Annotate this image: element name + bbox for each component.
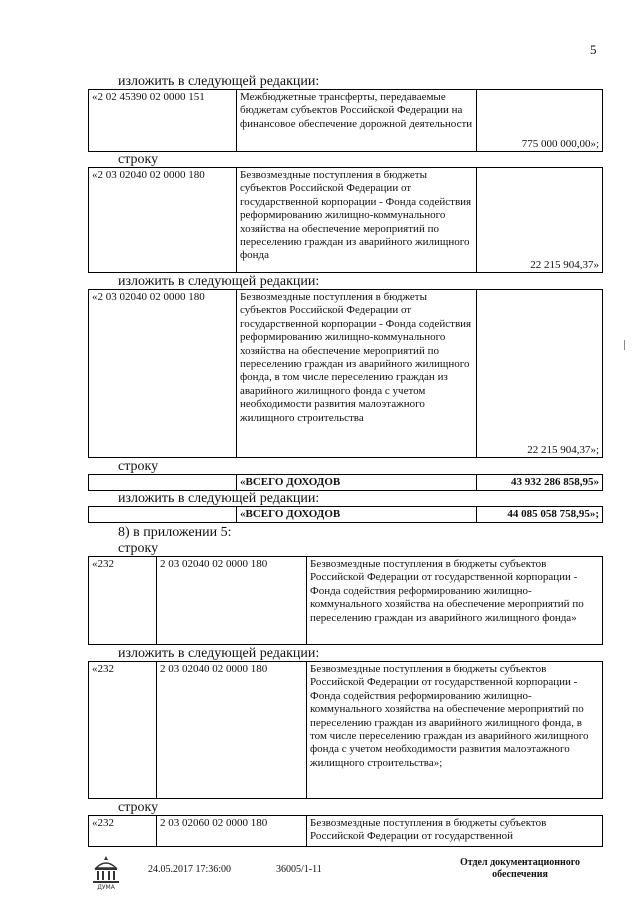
total-table bbox=[88, 506, 603, 523]
instruction-label: изложить в следующей редакции: bbox=[118, 491, 320, 506]
admin-code: «232 bbox=[89, 816, 157, 847]
total-label: «ВСЕГО ДОХОДОВ bbox=[237, 475, 477, 491]
office-line: Отдел документационного bbox=[459, 857, 581, 868]
revenue-amount: 22 215 904,37»; bbox=[477, 290, 603, 458]
empty-cell bbox=[89, 507, 237, 523]
total-table bbox=[88, 474, 603, 491]
admin-code: «232 bbox=[89, 557, 157, 645]
duma-emblem-icon bbox=[90, 854, 122, 890]
svg-text:ДУМА: ДУМА bbox=[97, 884, 115, 890]
instruction-label: строку bbox=[118, 800, 159, 815]
table-row bbox=[89, 168, 603, 273]
revenue-table bbox=[88, 289, 603, 458]
table-row bbox=[89, 475, 603, 491]
table-row bbox=[89, 557, 603, 645]
footer-timestamp: 24.05.2017 17:36:00 bbox=[148, 864, 232, 875]
total-amount: 44 085 058 758,95»; bbox=[477, 507, 603, 523]
instruction-label: изложить в следующей редакции: bbox=[118, 274, 320, 289]
revenue-code: 2 03 02040 02 0000 180 bbox=[157, 557, 307, 645]
footer-doc-number: 36005/1-11 bbox=[276, 864, 322, 875]
instruction-label: строку bbox=[118, 459, 159, 474]
instruction-label: изложить в следующей редакции: bbox=[118, 646, 320, 661]
admin-table bbox=[88, 556, 603, 645]
revenue-code: «2 03 02040 02 0000 180 bbox=[89, 290, 237, 458]
revenue-amount: 22 215 904,37» bbox=[477, 168, 603, 273]
revenue-amount: 775 000 000,00»; bbox=[477, 90, 603, 152]
empty-cell bbox=[89, 475, 237, 491]
revenue-name: Межбюджетные трансферты, передаваемые бюджетам субъектов Российской Федерации на финансовое обеспечение дорожной деятельности bbox=[237, 90, 477, 152]
revenue-code: 2 03 02060 02 0000 180 bbox=[157, 816, 307, 847]
revenue-code: 2 03 02040 02 0000 180 bbox=[157, 662, 307, 799]
revenue-table bbox=[88, 167, 603, 273]
section-heading: 8) в приложении 5: bbox=[118, 525, 232, 540]
page-number: 5 bbox=[590, 42, 597, 57]
admin-table bbox=[88, 815, 603, 847]
instruction-label: строку bbox=[118, 152, 159, 167]
revenue-name: Безвозмездные поступления в бюджеты субъектов Российской Федерации от государственной корпорации - Фонда содействия реформированию жилищно-коммунального хозяйства на обеспечение мероприятий по переселению граждан из аварийного жилищного фонда, в том числе переселению граждан из аварийного жилищного фонда с учетом необходимости развития малоэтажного жилищного строительства»; bbox=[307, 662, 603, 799]
instruction-label: изложить в следующей редакции: bbox=[118, 74, 320, 89]
office-line: обеспечения bbox=[492, 869, 548, 880]
total-amount: 43 932 286 858,95» bbox=[477, 475, 603, 491]
revenue-name: Безвозмездные поступления в бюджеты субъектов Российской Федерации от государственной корпорации - Фонда содействия реформированию жилищно-коммунального хозяйства на обеспечение мероприятий по переселению граждан из аварийного жилищного фонда bbox=[237, 168, 477, 273]
margin-mark bbox=[624, 340, 625, 350]
table-row bbox=[89, 290, 603, 458]
revenue-name: Безвозмездные поступления в бюджеты субъектов Российской Федерации от государственной корпорации - Фонда содействия реформированию жилищно-коммунального хозяйства на обеспечение мероприятий по переселению граждан из аварийного жилищного фонда» bbox=[307, 557, 603, 645]
instruction-label: строку bbox=[118, 541, 159, 556]
revenue-code: «2 03 02040 02 0000 180 bbox=[89, 168, 237, 273]
footer-office bbox=[440, 857, 600, 881]
revenue-code: «2 02 45390 02 0000 151 bbox=[89, 90, 237, 152]
total-label: «ВСЕГО ДОХОДОВ bbox=[237, 507, 477, 523]
admin-code: «232 bbox=[89, 662, 157, 799]
table-row bbox=[89, 816, 603, 847]
table-row bbox=[89, 662, 603, 799]
revenue-name: Безвозмездные поступления в бюджеты субъектов Российской Федерации от государственной bbox=[307, 816, 603, 847]
revenue-name: Безвозмездные поступления в бюджеты субъектов Российской Федерации от государственной корпорации - Фонда содействия реформированию жилищно-коммунального хозяйства на обеспечение мероприятий по переселению граждан из аварийного жилищного фонда, в том числе переселению граждан из аварийного жилищного фонда с учетом необходимости развития малоэтажного жилищного строительства bbox=[237, 290, 477, 458]
table-row bbox=[89, 507, 603, 523]
admin-table bbox=[88, 661, 603, 799]
table-row bbox=[89, 90, 603, 152]
revenue-table bbox=[88, 89, 603, 152]
